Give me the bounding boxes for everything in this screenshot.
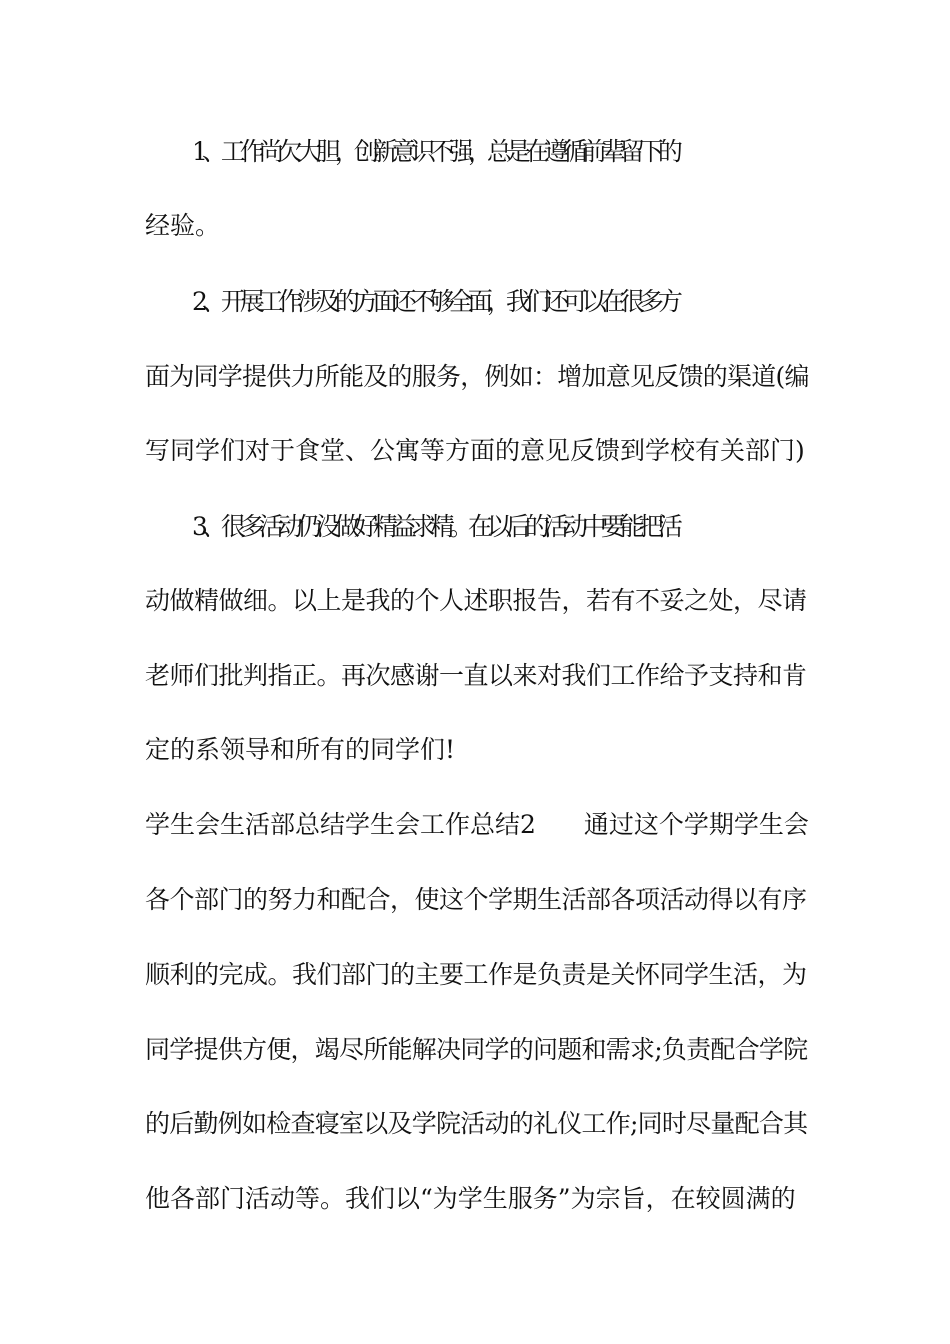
paragraph-3-line-4: 定的系领导和所有的同学们! [145,735,456,764]
paragraph-4-line-5: 的后勤例如检查寝室以及学院活动的礼仪工作;同时尽量配合其 [145,1109,808,1138]
paragraph-2-line-2: 面为同学提供力所能及的服务，例如：增加意见反馈的渠道(编 [145,362,809,391]
section-intro-start: 通过这个学期学生会 [583,810,809,839]
section-heading-line [145,810,810,840]
paragraph-4-line-6: 他各部门活动等。我们以“为学生服务”为宗旨，在较圆满的 [145,1184,796,1213]
paragraph-3-line-2: 动做精做细。以上是我的个人述职报告，若有不妥之处，尽请 [145,586,807,615]
paragraph-4-line-4: 同学提供方便，竭尽所能解决同学的问题和需求;负责配合学院 [145,1035,808,1064]
section-title: 学生会生活部总结学生会工作总结2 [145,810,536,839]
paragraph-4-line-2: 各个部门的努力和配合，使这个学期生活部各项活动得以有序 [145,885,807,914]
paragraph-1-line-1: 1、工作尚欠大胆，创新意识不强，总是在遵循前辈留下的 [192,137,677,166]
paragraph-2-line-1: 2、开展工作涉及的方面还不够全面，我们还可以在很多方 [192,287,677,316]
paragraph-2-line-3: 写同学们对于食堂、公寓等方面的意见反馈到学校有关部门) [145,436,805,465]
paragraph-4-line-3: 顺利的完成。我们部门的主要工作是负责是关怀同学生活，为 [145,960,807,989]
paragraph-3-line-1: 3、很多活动仍没做好精益求精。在以后的活动中要能把活 [192,512,677,541]
paragraph-3-line-3: 老师们批判指正。再次感谢一直以来对我们工作给予支持和肯 [145,661,807,690]
paragraph-1-line-2: 经验。 [145,211,221,240]
